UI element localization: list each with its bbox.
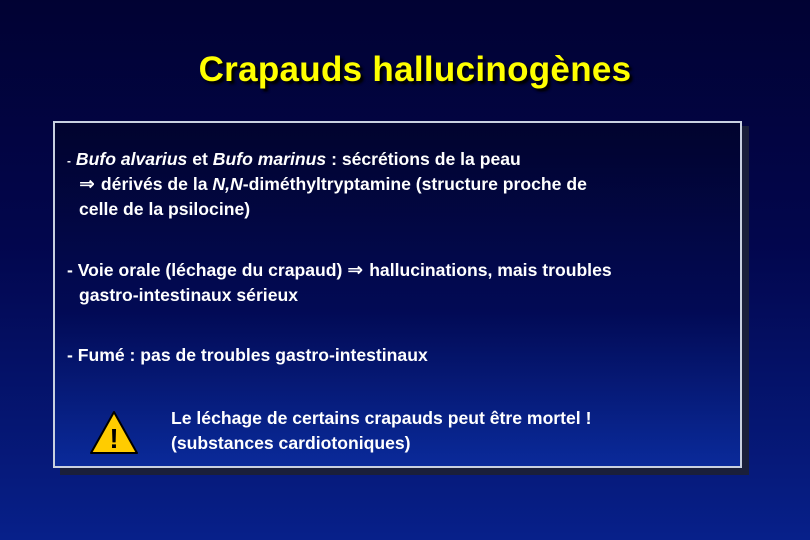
implies-arrow-icon: ⇒ [79,174,95,195]
bullet-text: : sécrétions de la peau [331,149,521,169]
bullet-2-line-2: gastro-intestinaux sérieux [79,285,299,305]
species-name: Bufo alvarius [75,149,188,169]
chemical-prefix: N,N [212,174,243,194]
bullet-1-line-2 [79,172,587,197]
bullet-dash: - [67,154,71,168]
bullet-2-line-1 [67,258,612,283]
warning-line-1: Le léchage de certains crapauds peut être mortel ! [171,408,592,428]
bullet-1-line-3: celle de la psilocine) [79,199,251,219]
bullet-text: dérivés de la [100,174,208,194]
implies-arrow-icon: ⇒ [347,260,364,281]
bullet-1-line-1 [67,147,521,174]
species-name: Bufo marinus [212,149,327,169]
bullet-text: hallucinations, mais troubles [369,260,612,280]
bullet-text: -diméthyltryptamine (structure proche de [242,174,587,194]
bullet-3-line-1: - Fumé : pas de troubles gastro-intestinaux [67,345,428,365]
conjunction: et [192,149,208,169]
slide-title: Crapauds hallucinogènes [198,50,632,89]
warning-line-2: (substances cardiotoniques) [171,433,411,453]
bullet-text: - Voie orale (léchage du crapaud) [67,260,343,280]
exclamation-mark: ! [109,423,119,454]
warning-triangle-icon [89,410,139,455]
